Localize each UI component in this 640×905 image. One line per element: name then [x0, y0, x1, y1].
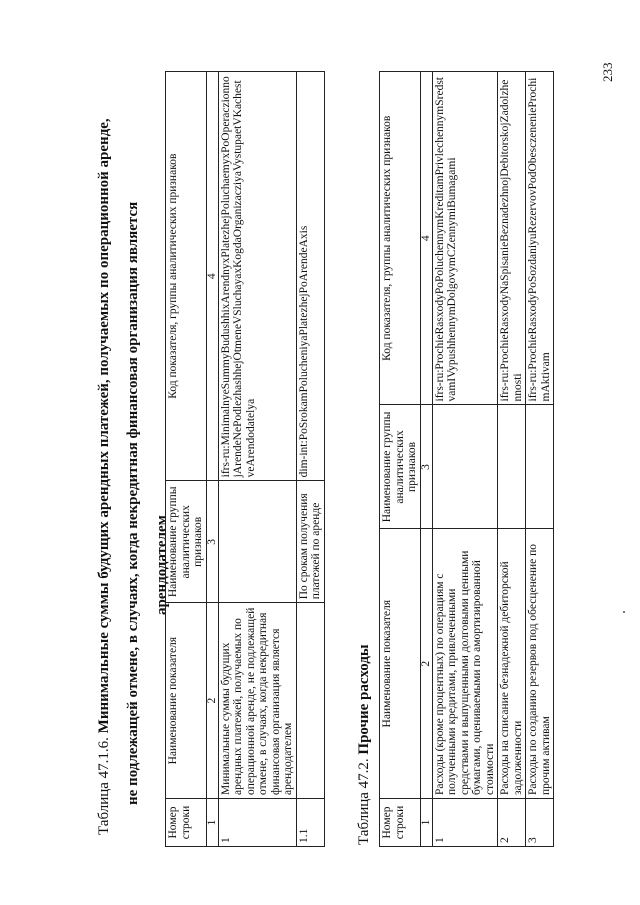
- table2-header-code: Код показателя, группы аналитических признаков: [380, 72, 421, 406]
- table1-caption: [90, 75, 177, 835]
- table1: [165, 71, 325, 847]
- row-group: [498, 405, 526, 529]
- table1-caption-line1: Минимальные суммы будущих арендных платежей, получаемых по операционной аренде,: [96, 118, 112, 734]
- page-number: 233: [600, 62, 615, 82]
- table2-header-name: Наименование показателя: [380, 529, 421, 799]
- row-number: 3: [526, 799, 554, 847]
- table1-header-group: Наименование группы аналитических признаков: [166, 481, 207, 603]
- table2-caption-title: Прочие расходы: [356, 644, 372, 755]
- row-name: Расходы (кроме процентных) по операциям с полученными кредитами, привлеченными средствами и выпущенными долговыми ценными бумагами, оцениваемыми по амортизированной стоимости: [432, 529, 498, 799]
- row-group: [218, 481, 296, 603]
- table1-index-cell: 3: [206, 481, 218, 603]
- row-name: [296, 603, 324, 799]
- table1-index-cell: 4: [206, 72, 218, 481]
- table1-caption-line2: не подлежащей отмене, в случаях, когда некредитная финансовая организация является: [125, 201, 141, 805]
- row-code: ifrs-ru:ProchieRasxodyPoPoluchennymKreditamPrivlechennymSredstvamIVypushhennymDolgovymCZennymiBumagami: [432, 72, 498, 406]
- row-code: dim-int:PoSrokamPolucheniyaPlatezhejPoArendeAxis: [296, 72, 324, 481]
- table-row: [432, 72, 498, 847]
- row-code: ifrs-ru:ProchieRasxodyNaSpisanieBeznadezhnojDebitorskojZadolzhennosti: [498, 72, 526, 406]
- table2: [379, 71, 554, 847]
- table1-caption-line3: арендодателем: [154, 515, 170, 615]
- table2-header-num: Номер строки: [380, 799, 421, 847]
- row-name: Расходы на списание безнадежной дебиторской задолженности: [498, 529, 526, 799]
- table2-index-row: [420, 72, 432, 847]
- row-number: 1: [432, 799, 498, 847]
- table1-index-cell: 2: [206, 603, 218, 799]
- table1-caption-prefix: Таблица 47.1.6.: [96, 737, 112, 835]
- table1-header-row: [166, 72, 207, 847]
- table2-index-cell: 1: [420, 799, 432, 847]
- table-row: [526, 72, 554, 847]
- table1-header-name: Наименование показателя: [166, 603, 207, 799]
- table2-index-cell: 4: [420, 72, 432, 406]
- row-number: 2: [498, 799, 526, 847]
- table-row: [498, 72, 526, 847]
- table2-caption: [356, 644, 373, 845]
- row-name: Расходы по созданию резервов под обесценение по прочим активам: [526, 529, 554, 799]
- table1-header-code: Код показателя, группы аналитических признаков: [166, 72, 207, 481]
- table1-index-row: [206, 72, 218, 847]
- row-code: ifrs-ru:MinimalnyeSummyBudushhixArendnyxPlatezhejPoluchaemyxPoOperaczionnojArendeNePodlezhashhejOtmeneVSluchayaxKogdaOrganizacziyaVystupaetVKachestveArendodatelya: [218, 72, 296, 481]
- table-row: [218, 72, 296, 847]
- row-code: ifrs-ru:ProchieRasxodyPoSozdaniyuRezervovPodObesczenenieProchimAktivam: [526, 72, 554, 406]
- row-group: [526, 405, 554, 529]
- row-group: По срокам получения платежей по аренде: [296, 481, 324, 603]
- scan-speck: [623, 611, 625, 613]
- table2-caption-prefix: Таблица 47.2.: [356, 758, 372, 845]
- row-group: [432, 405, 498, 529]
- row-number: 1.1: [296, 799, 324, 847]
- table2-index-cell: 3: [420, 405, 432, 529]
- table1-index-cell: 1: [206, 799, 218, 847]
- table-row: [296, 72, 324, 847]
- row-name: Минимальные суммы будущих арендных платежей, получаемых по операционной аренде, не подлежащей отмене, в случаях, когда некредитная финансовая организация является арендодателем: [218, 603, 296, 799]
- table2-header-group: Наименование группы аналитических признаков: [380, 405, 421, 529]
- table1-header-num: Номер строки: [166, 799, 207, 847]
- table2-header-row: [380, 72, 421, 847]
- row-number: 1: [218, 799, 296, 847]
- table2-index-cell: 2: [420, 529, 432, 799]
